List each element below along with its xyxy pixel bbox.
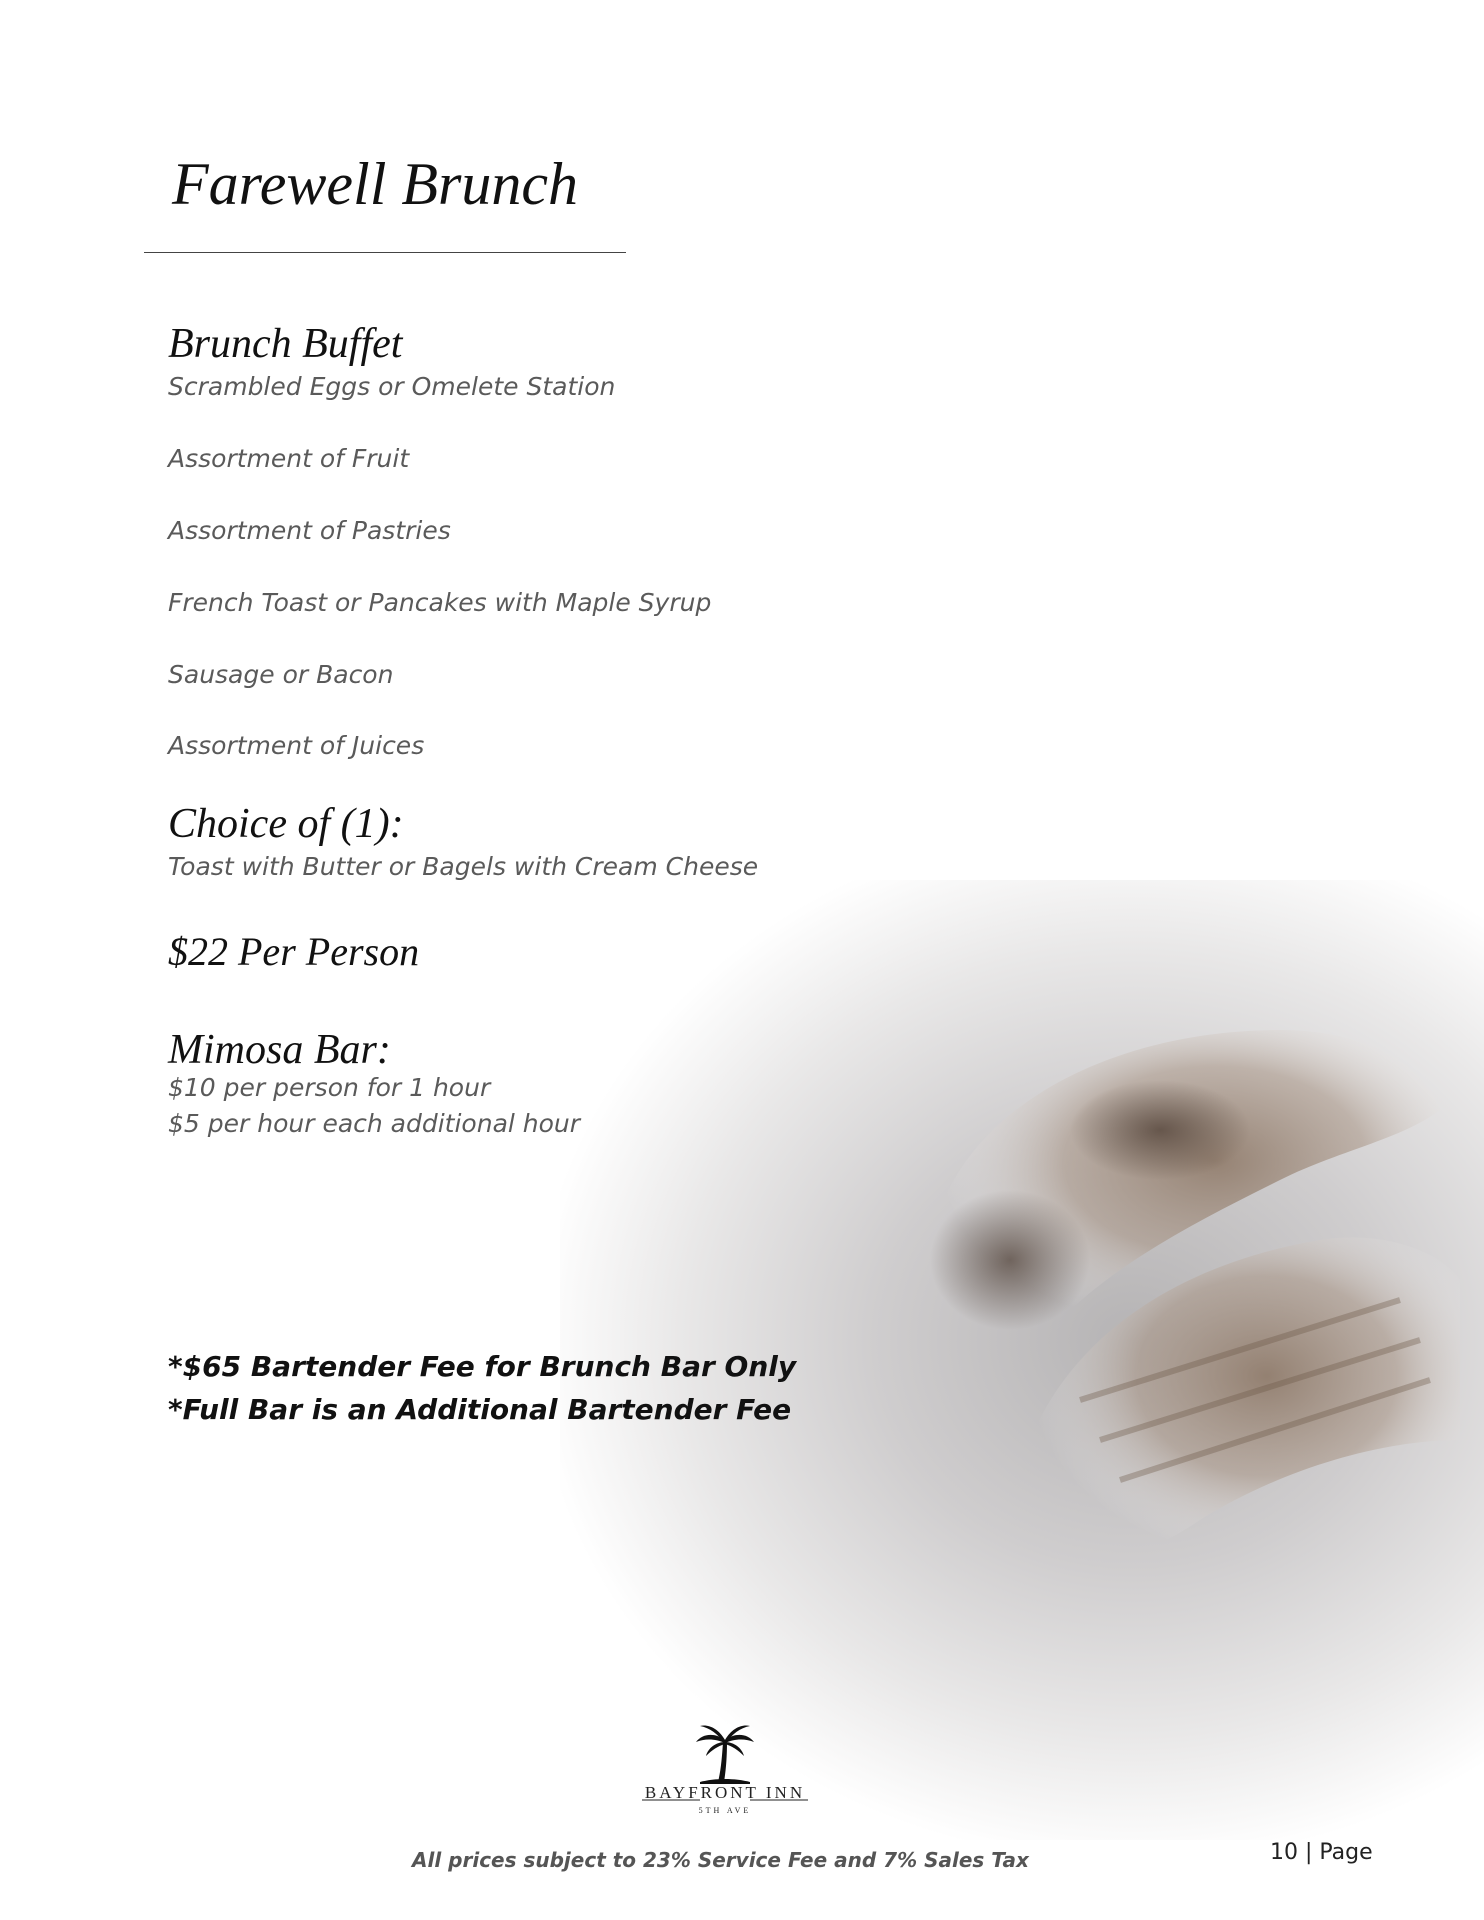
title-divider [144,252,626,253]
buffet-item: Assortment of Juices [168,731,425,760]
buffet-heading: Brunch Buffet [168,321,403,367]
choice-heading: Choice of (1): [168,801,404,847]
logo-subtitle: 5TH AVE [698,1806,752,1815]
price-per-person: $22 Per Person [168,929,420,974]
buffet-item: Assortment of Pastries [168,516,451,545]
buffet-item: Assortment of Fruit [168,444,410,473]
bartender-fee-note: *Full Bar is an Additional Bartender Fee [168,1393,792,1426]
logo-wordmark: BAYFRONT INN [644,1783,806,1802]
mimosa-heading: Mimosa Bar: [168,1027,391,1073]
mimosa-line: $10 per person for 1 hour [168,1073,491,1102]
choice-item: Toast with Butter or Bagels with Cream Cheese [168,852,759,881]
bartender-fee-note: *$65 Bartender Fee for Brunch Bar Only [168,1350,797,1383]
pricing-footer-note: All prices subject to 23% Service Fee and 7% Sales Tax [412,1848,1029,1872]
buffet-item: Sausage or Bacon [168,660,394,689]
mimosa-line: $5 per hour each additional hour [168,1109,581,1138]
buffet-item: French Toast or Pancakes with Maple Syrup [168,588,712,617]
buffet-item: Scrambled Eggs or Omelete Station [168,372,616,401]
page-number: 10 | Page [1270,1840,1373,1865]
page-title: Farewell Brunch [172,151,579,217]
